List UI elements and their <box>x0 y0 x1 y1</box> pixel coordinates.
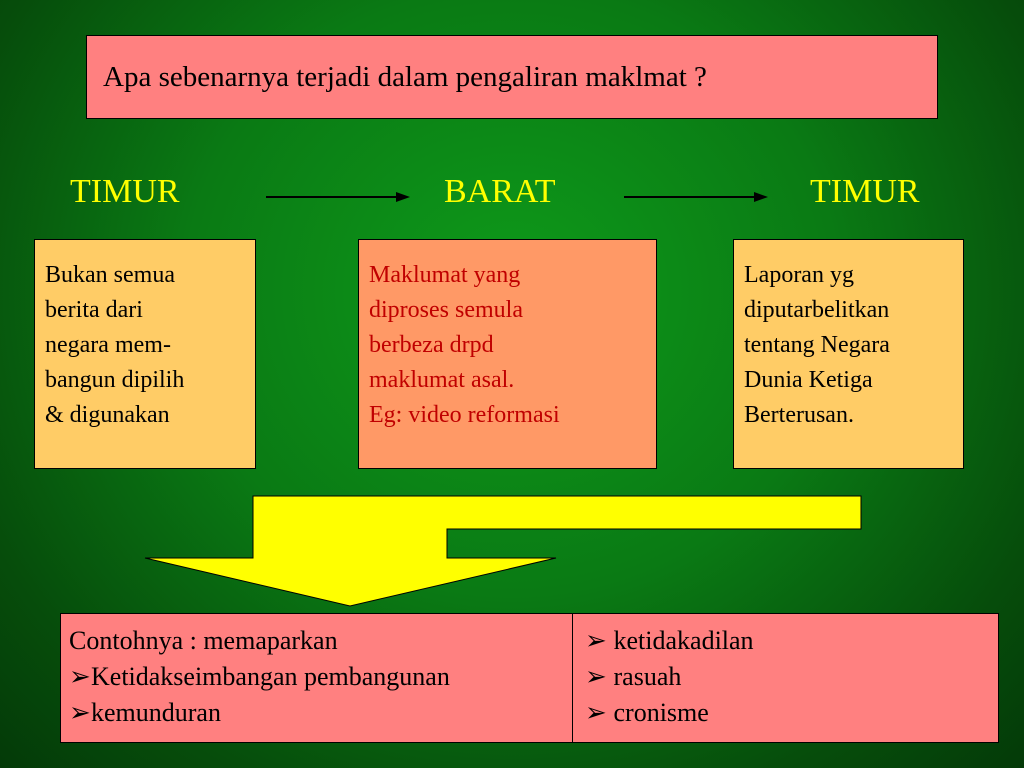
list-item: ➢kemunduran <box>69 695 572 731</box>
arrow-bullet-icon: ➢ <box>69 662 91 691</box>
arrowhead-2 <box>754 192 768 202</box>
box-line: bangun dipilih <box>45 367 185 393</box>
box-line: Berterusan. <box>744 402 854 428</box>
box-line: Bukan semua <box>45 262 175 288</box>
arrowhead-1 <box>396 192 410 202</box>
arrow-bullet-icon: ➢ <box>585 698 607 727</box>
list-item: ➢ rasuah <box>585 659 999 695</box>
list-item: ➢ cronisme <box>585 695 999 731</box>
arrow-bullet-icon: ➢ <box>585 662 607 691</box>
box-line: maklumat asal. <box>369 367 515 393</box>
title-text: Apa sebenarnya terjadi dalam pengaliran maklmat ? <box>103 60 707 93</box>
title-box <box>86 35 938 119</box>
arrow-bullet-icon: ➢ <box>585 626 607 655</box>
yellow-bent-arrow <box>145 496 861 606</box>
box-line: Laporan yg <box>744 262 854 288</box>
box-line: & digunakan <box>45 402 170 428</box>
box-line: Eg: video reformasi <box>369 402 560 428</box>
label-timur-left: TIMUR <box>70 173 180 210</box>
label-timur-right: TIMUR <box>810 173 920 210</box>
box-line: diproses semula <box>369 297 523 323</box>
box-line: Dunia Ketiga <box>744 367 873 393</box>
box-line: diputarbelitkan <box>744 297 890 323</box>
box-line: Maklumat yang <box>369 262 521 288</box>
examples-left-column <box>61 614 573 742</box>
label-barat: BARAT <box>444 173 556 210</box>
box-timur-left <box>34 239 256 469</box>
box-timur-right <box>733 239 964 469</box>
box-line: berbeza drpd <box>369 332 494 358</box>
examples-box <box>60 613 999 743</box>
box-line: negara mem- <box>45 332 171 358</box>
list-item: ➢Ketidakseimbangan pembangunan <box>69 659 572 695</box>
box-line: tentang Negara <box>744 332 890 358</box>
box-line: berita dari <box>45 297 143 323</box>
list-item: ➢ ketidakadilan <box>585 623 999 659</box>
examples-heading: Contohnya : memaparkan <box>69 626 338 655</box>
arrow-bullet-icon: ➢ <box>69 698 91 727</box>
box-barat <box>358 239 657 469</box>
examples-right-column <box>573 614 999 742</box>
